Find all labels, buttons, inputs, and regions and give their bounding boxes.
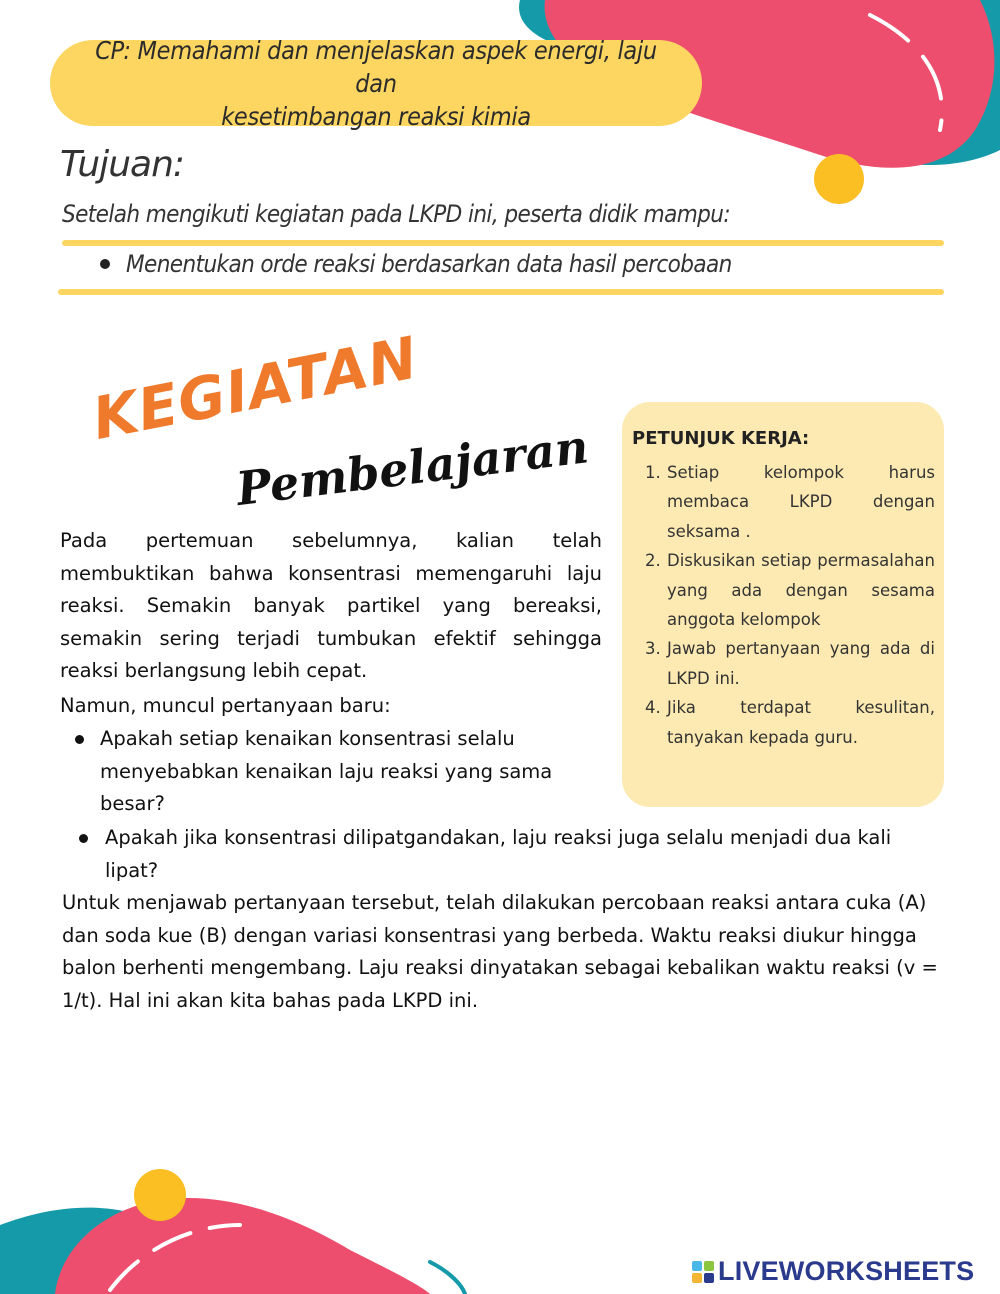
tujuan-title: Tujuan:: [60, 144, 185, 185]
petunjuk-list: [645, 458, 935, 752]
tujuan-intro: Setelah mengikuti kegiatan pada LKPD ini, peserta didik mampu:: [62, 200, 731, 228]
question-item: [75, 723, 585, 821]
logo-tile: [704, 1261, 714, 1271]
bullet: [75, 735, 84, 744]
logo-tile: [692, 1261, 702, 1271]
logo-mark-icon: [692, 1261, 714, 1283]
goal-text: Menentukan orde reaksi berdasarkan data hasil percobaan: [126, 250, 732, 278]
question-lead: Namun, muncul pertanyaan baru:: [60, 694, 391, 717]
cp-text: [76, 34, 676, 133]
petunjuk-item: [645, 634, 935, 693]
orange-dot-top: [814, 154, 864, 204]
petunjuk-num: 1.: [645, 463, 661, 482]
petunjuk-item: [645, 458, 935, 546]
question-text: Apakah jika konsentrasi dilipatgandakan, laju reaksi juga selalu menjadi dua kali lipat?: [105, 826, 892, 882]
petunjuk-text: Jika terdapat kesulitan, tanyakan kepada guru.: [667, 698, 935, 747]
liveworksheets-logo[interactable]: [692, 1256, 974, 1287]
intro-paragraph: Pada pertemuan sebelumnya, kalian telah membuktikan bahwa konsentrasi memengaruhi laju reaksi. Semakin banyak partikel yang bereaksi, semakin sering terjadi tumbukan efektif sehingga reaksi berlangsung lebih cepat.: [60, 529, 602, 682]
logo-text: LIVEWORKSHEETS: [718, 1256, 975, 1286]
yellow-divider-top: [62, 240, 944, 246]
petunjuk-text: Diskusikan setiap permasalahan yang ada dengan sesama anggota kelompok: [667, 551, 935, 630]
outro-paragraph: Untuk menjawab pertanyaan tersebut, telah dilakukan percobaan reaksi antara cuka (A) dan soda kue (B) dengan variasi konsentrasi yang berbeda. Waktu reaksi diukur hingga balon berhenti mengembang. Laju reaksi dinyatakan sebagai kebalikan waktu reaksi (v = 1/t). Hal ini akan kita bahas pada LKPD ini.: [62, 891, 938, 1012]
petunjuk-num: 2.: [645, 551, 661, 571]
petunjuk-text: Setiap kelompok harus membaca LKPD dengan seksama .: [667, 463, 935, 541]
petunjuk-num: 3.: [645, 639, 661, 659]
petunjuk-item: [645, 546, 935, 634]
yellow-divider-bottom: [58, 289, 944, 295]
goal-item: [100, 250, 732, 278]
teal-arc-bottom: [430, 1262, 465, 1294]
logo-tile: [704, 1273, 714, 1283]
kegiatan-title: KEGIATAN: [87, 323, 424, 453]
orange-dot-bottom: [134, 1169, 186, 1221]
question-text: Apakah setiap kenaikan konsentrasi selalu menyebabkan kenaikan laju reaksi yang sama besar?: [100, 727, 553, 815]
bullet: [100, 259, 110, 269]
cp-line-2: kesetimbangan reaksi kimia: [221, 101, 531, 131]
cp-banner: [50, 35, 702, 131]
question-item: [79, 822, 949, 887]
kegiatan-subtitle: Pembelajaran: [233, 419, 592, 516]
petunjuk-title: PETUNJUK KERJA:: [632, 428, 810, 449]
logo-tile: [692, 1273, 702, 1283]
petunjuk-item: [645, 693, 935, 752]
bullet: [79, 834, 88, 843]
petunjuk-num: 4.: [645, 698, 661, 718]
cp-line-1: CP: Memahami dan menjelaskan aspek energi, laju dan: [95, 35, 657, 98]
petunjuk-text: Jawab pertanyaan yang ada di LKPD ini.: [667, 639, 935, 688]
